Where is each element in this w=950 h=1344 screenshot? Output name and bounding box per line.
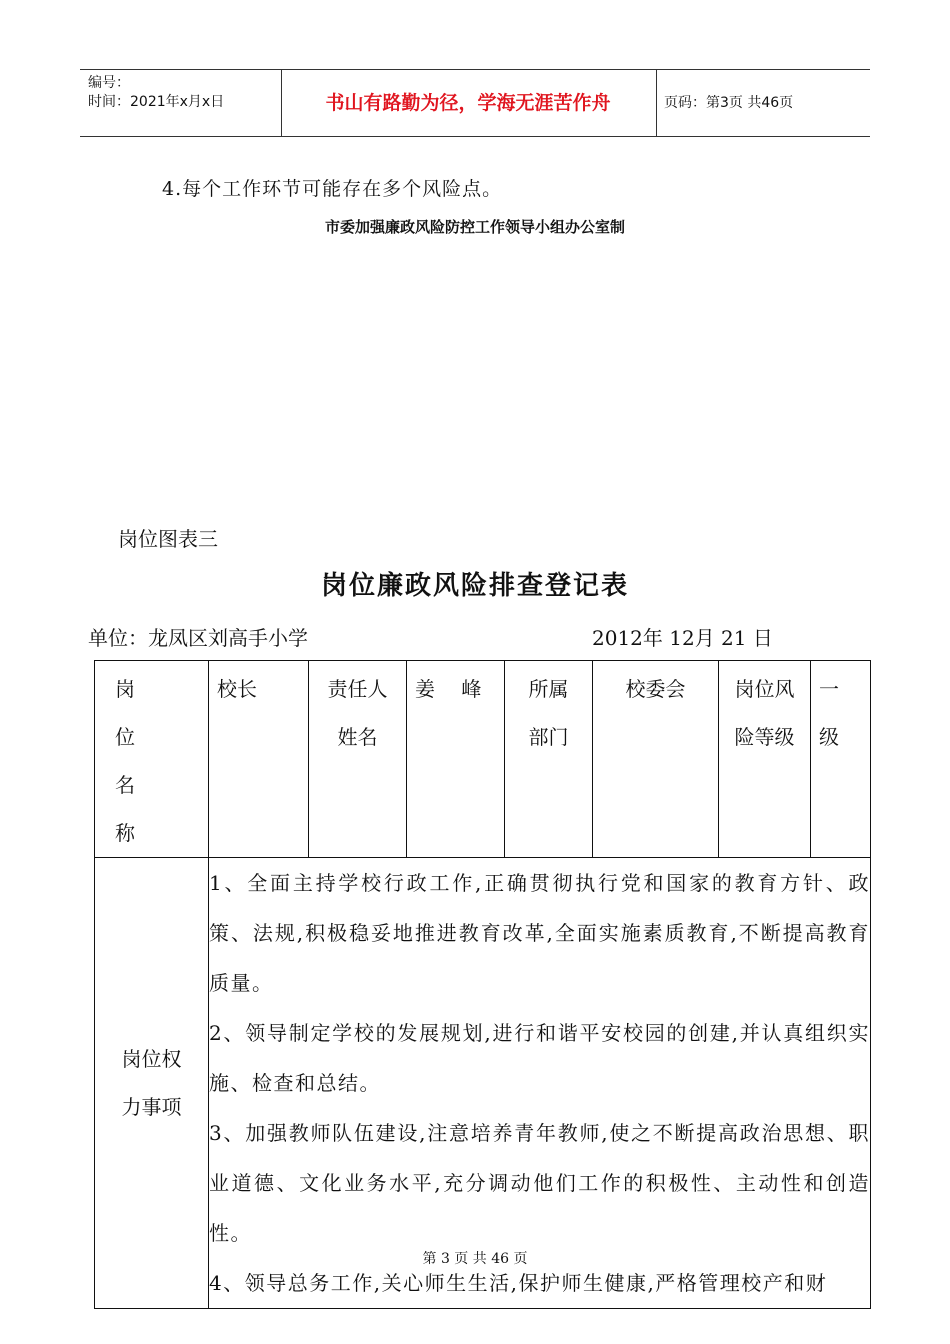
- risk-level-1: 一: [819, 677, 839, 701]
- dept-cell: [593, 661, 719, 858]
- table-header-row: [95, 661, 871, 858]
- duty-item: 1、全面主持学校行政工作,正确贯彻执行党和国家的教育方针、政策、法规,积极稳妥地推进教育改革,全面实施素质教育,不断提高教育质量。: [209, 871, 870, 995]
- person-cell: [407, 661, 505, 858]
- risk-label-2: 险等级: [734, 725, 795, 749]
- duty-item: 3、加强教师队伍建设,注意培养青年教师,使之不断提高政治思想、职业道德、文化业务水平,充分调动他们工作的积极性、主动性和创造性。: [209, 1121, 870, 1245]
- unit-line: 单位：龙凤区刘高手小学: [88, 626, 308, 650]
- dept-label-cell: [505, 661, 593, 858]
- page-footer: 第 3 页 共 46 页: [422, 1251, 528, 1267]
- duty-item: 2、领导制定学校的发展规划,进行和谐平安校园的创建,并认真组织实施、检查和总结。: [209, 1021, 870, 1095]
- office-line: 市委加强廉政风险防控工作领导小组办公室制: [324, 218, 625, 236]
- risk-label-cell: [719, 661, 811, 858]
- risk-level-cell: [811, 661, 871, 858]
- duties-label-2: 力事项: [121, 1095, 182, 1119]
- header-divider-2: [656, 70, 657, 136]
- date-line: 2012年 12月 21 日: [592, 626, 773, 650]
- header-motto: 书山有路勤为径，学海无涯苦作舟: [325, 92, 611, 114]
- post-name-cell: [209, 661, 309, 858]
- person-label-cell: [309, 661, 407, 858]
- page-title: 岗位廉政风险排查登记表: [320, 571, 629, 601]
- duty-item: 4、领导总务工作,关心师生生活,保护师生健康,严格管理校产和财: [209, 1271, 828, 1295]
- dept-value: 校委会: [625, 677, 686, 701]
- duties-label-cell: [95, 858, 209, 1309]
- risk-level-2: 级: [819, 725, 839, 749]
- duties-content-cell: [209, 858, 871, 1309]
- dept-label-1: 所属: [528, 677, 569, 701]
- post-name-value: 校长: [217, 677, 257, 701]
- duties-row: [95, 858, 871, 1309]
- person-value: 姜 峰: [415, 677, 492, 701]
- header-left: [88, 70, 278, 140]
- duties-label-1: 岗位权: [121, 1047, 182, 1071]
- post-name-label-2: 名 称: [115, 773, 157, 845]
- post-name-label-cell: [95, 661, 209, 858]
- figure-label: 岗位图表三: [118, 527, 218, 551]
- risk-register-table: [94, 660, 871, 1309]
- person-label-2: 姓名: [337, 725, 378, 749]
- code-label: 编号：: [88, 75, 130, 91]
- note-paragraph: 4.每个工作环节可能存在多个风险点。: [162, 178, 503, 200]
- risk-label-1: 岗位风: [734, 677, 795, 701]
- person-label-1: 责任人: [327, 677, 388, 701]
- dept-label-2: 部门: [528, 725, 569, 749]
- header-page-info: 页码：第3页 共46页: [664, 95, 794, 111]
- time-label: 时间：2021年x月x日: [88, 94, 225, 110]
- post-name-label-1: 岗 位: [115, 677, 157, 749]
